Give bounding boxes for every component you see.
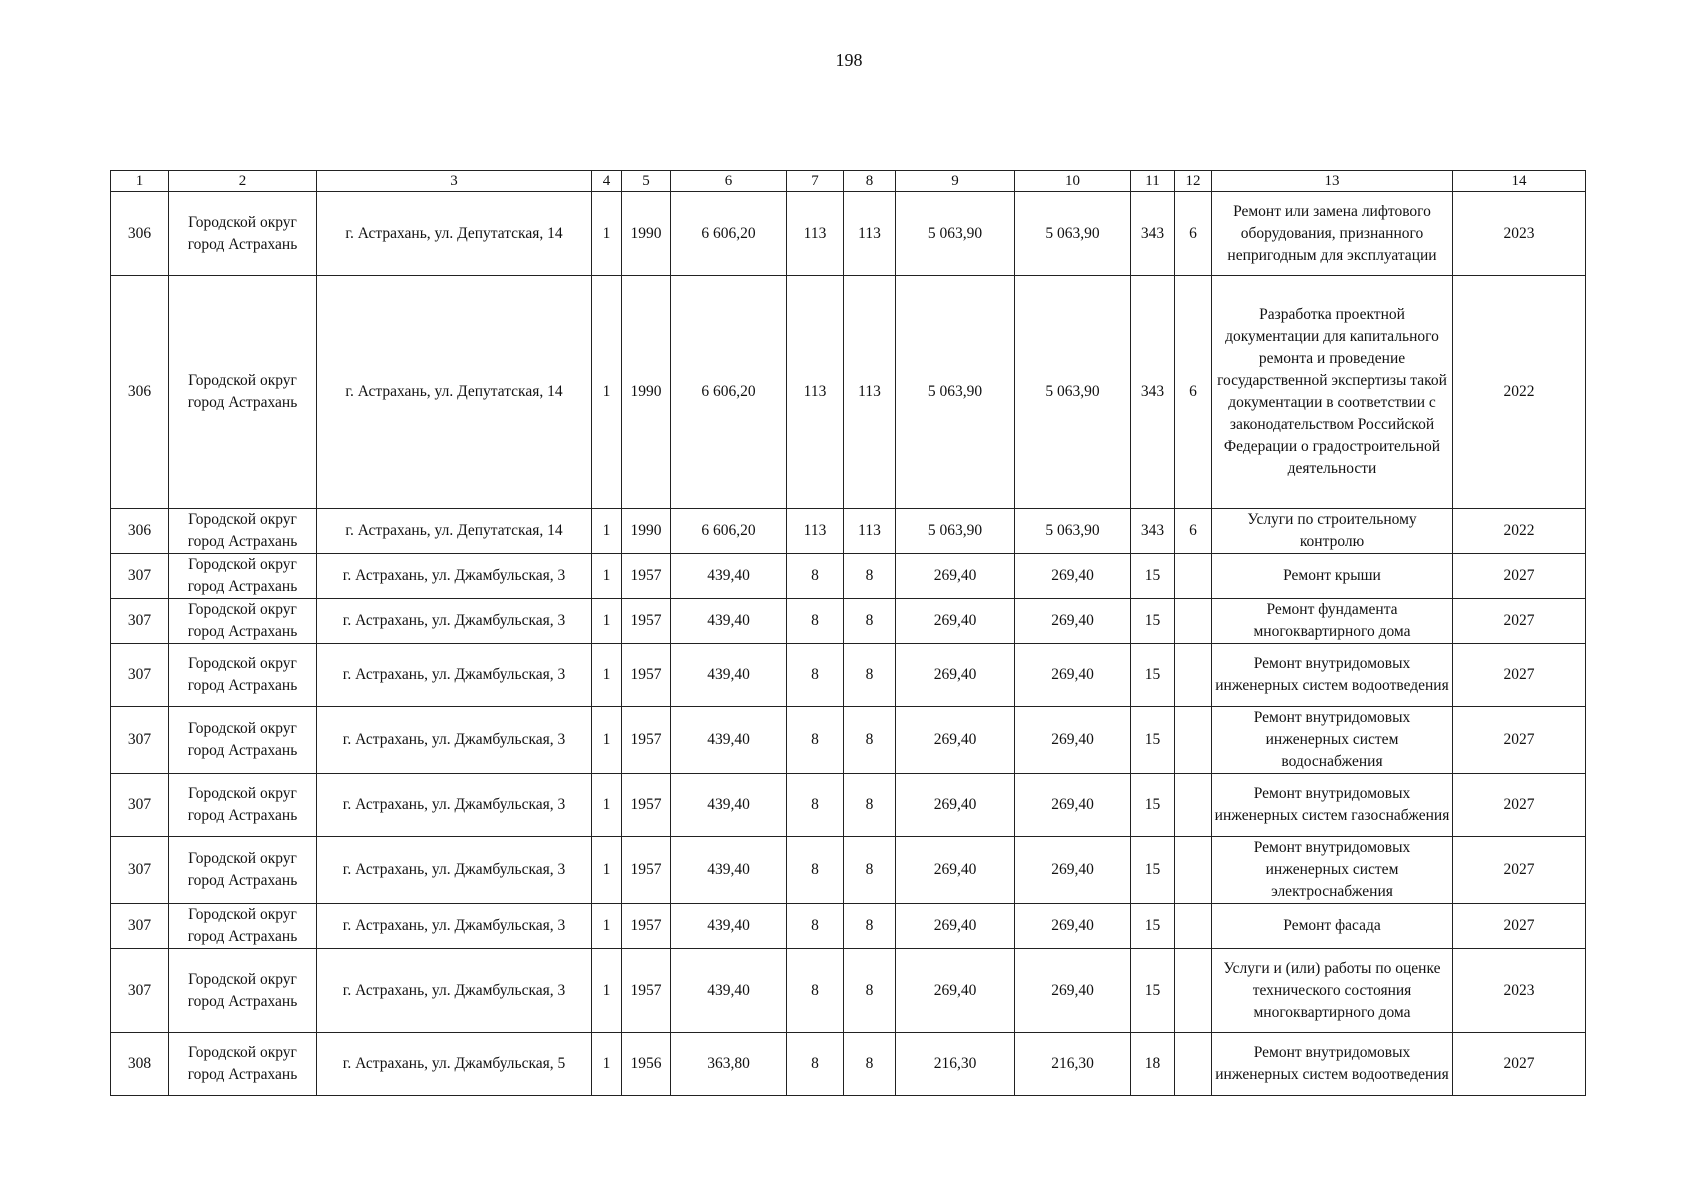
plan-year-cell: 2023 xyxy=(1453,949,1586,1033)
table-row xyxy=(111,904,1586,949)
plan-year-cell: 2027 xyxy=(1453,554,1586,599)
table-row xyxy=(111,554,1586,599)
col6-cell: 6 606,20 xyxy=(671,276,787,509)
table-row xyxy=(111,192,1586,276)
col6-cell: 439,40 xyxy=(671,774,787,837)
col6-cell: 439,40 xyxy=(671,707,787,774)
work-description-cell: Ремонт внутридомовых инженерных систем газоснабжения xyxy=(1212,774,1453,837)
col10-cell: 5 063,90 xyxy=(1015,192,1131,276)
col8-cell: 8 xyxy=(844,837,896,904)
col8-cell: 8 xyxy=(844,707,896,774)
municipality-cell: Городской округ город Астрахань xyxy=(169,904,317,949)
col9-cell: 269,40 xyxy=(896,837,1015,904)
plan-year-cell: 2022 xyxy=(1453,509,1586,554)
col11-cell: 15 xyxy=(1131,554,1175,599)
col8-cell: 8 xyxy=(844,904,896,949)
municipality-cell: Городской округ город Астрахань xyxy=(169,837,317,904)
column-header: 8 xyxy=(844,171,896,192)
col12-cell: 6 xyxy=(1175,192,1212,276)
col7-cell: 113 xyxy=(787,509,844,554)
col6-cell: 6 606,20 xyxy=(671,509,787,554)
work-description-cell: Ремонт внутридомовых инженерных систем водоотведения xyxy=(1212,644,1453,707)
no-cell: 307 xyxy=(111,949,169,1033)
year-cell: 1957 xyxy=(622,554,671,599)
col6-cell: 439,40 xyxy=(671,599,787,644)
col9-cell: 269,40 xyxy=(896,599,1015,644)
col10-cell: 5 063,90 xyxy=(1015,276,1131,509)
col9-cell: 269,40 xyxy=(896,904,1015,949)
table-row xyxy=(111,774,1586,837)
col6-cell: 439,40 xyxy=(671,837,787,904)
col9-cell: 216,30 xyxy=(896,1033,1015,1096)
column-header: 5 xyxy=(622,171,671,192)
col10-cell: 269,40 xyxy=(1015,599,1131,644)
municipality-cell: Городской округ город Астрахань xyxy=(169,192,317,276)
col4-cell: 1 xyxy=(592,1033,622,1096)
col11-cell: 15 xyxy=(1131,837,1175,904)
column-header: 2 xyxy=(169,171,317,192)
col4-cell: 1 xyxy=(592,949,622,1033)
column-header: 9 xyxy=(896,171,1015,192)
year-cell: 1957 xyxy=(622,707,671,774)
col7-cell: 8 xyxy=(787,904,844,949)
municipality-cell: Городской округ город Астрахань xyxy=(169,644,317,707)
col7-cell: 8 xyxy=(787,707,844,774)
col11-cell: 15 xyxy=(1131,774,1175,837)
column-header: 7 xyxy=(787,171,844,192)
work-description-cell: Услуги и (или) работы по оценке технического состояния многоквартирного дома xyxy=(1212,949,1453,1033)
page-number: 198 xyxy=(835,50,863,70)
municipality-cell: Городской округ город Астрахань xyxy=(169,949,317,1033)
col4-cell: 1 xyxy=(592,644,622,707)
municipality-cell: Городской округ город Астрахань xyxy=(169,707,317,774)
col8-cell: 8 xyxy=(844,949,896,1033)
col4-cell: 1 xyxy=(592,554,622,599)
address-cell: г. Астрахань, ул. Депутатская, 14 xyxy=(317,276,592,509)
no-cell: 307 xyxy=(111,707,169,774)
address-cell: г. Астрахань, ул. Джамбульская, 3 xyxy=(317,554,592,599)
col9-cell: 269,40 xyxy=(896,554,1015,599)
year-cell: 1990 xyxy=(622,192,671,276)
work-description-cell: Разработка проектной документации для капитального ремонта и проведение государственной экспертизы такой документации в соответствии с законодательством Российской Федерации о градостроительной деятельности xyxy=(1212,276,1453,509)
col12-cell xyxy=(1175,1033,1212,1096)
col9-cell: 5 063,90 xyxy=(896,276,1015,509)
col8-cell: 8 xyxy=(844,554,896,599)
col9-cell: 269,40 xyxy=(896,707,1015,774)
plan-year-cell: 2027 xyxy=(1453,904,1586,949)
col9-cell: 269,40 xyxy=(896,774,1015,837)
work-description-cell: Ремонт внутридомовых инженерных систем электроснабжения xyxy=(1212,837,1453,904)
plan-year-cell: 2022 xyxy=(1453,276,1586,509)
municipality-cell: Городской округ город Астрахань xyxy=(169,774,317,837)
column-header: 11 xyxy=(1131,171,1175,192)
col10-cell: 269,40 xyxy=(1015,707,1131,774)
col6-cell: 439,40 xyxy=(671,644,787,707)
work-description-cell: Ремонт фасада xyxy=(1212,904,1453,949)
column-header: 12 xyxy=(1175,171,1212,192)
address-cell: г. Астрахань, ул. Джамбульская, 3 xyxy=(317,837,592,904)
plan-year-cell: 2027 xyxy=(1453,599,1586,644)
col6-cell: 363,80 xyxy=(671,1033,787,1096)
col11-cell: 15 xyxy=(1131,644,1175,707)
no-cell: 307 xyxy=(111,774,169,837)
col10-cell: 216,30 xyxy=(1015,1033,1131,1096)
work-description-cell: Ремонт внутридомовых инженерных систем водоснабжения xyxy=(1212,707,1453,774)
address-cell: г. Астрахань, ул. Джамбульская, 3 xyxy=(317,644,592,707)
col4-cell: 1 xyxy=(592,707,622,774)
column-header: 14 xyxy=(1453,171,1586,192)
col11-cell: 343 xyxy=(1131,192,1175,276)
plan-year-cell: 2027 xyxy=(1453,837,1586,904)
municipality-cell: Городской округ город Астрахань xyxy=(169,276,317,509)
col6-cell: 6 606,20 xyxy=(671,192,787,276)
col9-cell: 5 063,90 xyxy=(896,192,1015,276)
col8-cell: 8 xyxy=(844,599,896,644)
address-cell: г. Астрахань, ул. Джамбульская, 3 xyxy=(317,774,592,837)
year-cell: 1956 xyxy=(622,1033,671,1096)
col10-cell: 269,40 xyxy=(1015,774,1131,837)
table-row xyxy=(111,949,1586,1033)
col10-cell: 269,40 xyxy=(1015,554,1131,599)
plan-year-cell: 2027 xyxy=(1453,644,1586,707)
col7-cell: 8 xyxy=(787,644,844,707)
col4-cell: 1 xyxy=(592,276,622,509)
col7-cell: 8 xyxy=(787,599,844,644)
col11-cell: 15 xyxy=(1131,949,1175,1033)
col4-cell: 1 xyxy=(592,837,622,904)
municipality-cell: Городской округ город Астрахань xyxy=(169,1033,317,1096)
year-cell: 1957 xyxy=(622,774,671,837)
col7-cell: 8 xyxy=(787,774,844,837)
address-cell: г. Астрахань, ул. Джамбульская, 3 xyxy=(317,599,592,644)
no-cell: 307 xyxy=(111,599,169,644)
col9-cell: 5 063,90 xyxy=(896,509,1015,554)
col10-cell: 5 063,90 xyxy=(1015,509,1131,554)
header-row xyxy=(111,171,1586,192)
col10-cell: 269,40 xyxy=(1015,644,1131,707)
plan-year-cell: 2027 xyxy=(1453,774,1586,837)
column-header: 6 xyxy=(671,171,787,192)
col8-cell: 8 xyxy=(844,1033,896,1096)
col11-cell: 343 xyxy=(1131,509,1175,554)
col9-cell: 269,40 xyxy=(896,949,1015,1033)
column-header: 4 xyxy=(592,171,622,192)
col4-cell: 1 xyxy=(592,774,622,837)
table-row xyxy=(111,837,1586,904)
col4-cell: 1 xyxy=(592,904,622,949)
table-row xyxy=(111,276,1586,509)
col10-cell: 269,40 xyxy=(1015,837,1131,904)
column-header: 13 xyxy=(1212,171,1453,192)
column-header: 10 xyxy=(1015,171,1131,192)
col9-cell: 269,40 xyxy=(896,644,1015,707)
col12-cell xyxy=(1175,837,1212,904)
year-cell: 1957 xyxy=(622,904,671,949)
no-cell: 306 xyxy=(111,276,169,509)
plan-year-cell: 2027 xyxy=(1453,707,1586,774)
plan-year-cell: 2027 xyxy=(1453,1033,1586,1096)
plan-year-cell: 2023 xyxy=(1453,192,1586,276)
year-cell: 1990 xyxy=(622,509,671,554)
work-description-cell: Ремонт крыши xyxy=(1212,554,1453,599)
work-description-cell: Ремонт фундамента многоквартирного дома xyxy=(1212,599,1453,644)
work-description-cell: Услуги по строительному контролю xyxy=(1212,509,1453,554)
column-header: 3 xyxy=(317,171,592,192)
col12-cell xyxy=(1175,774,1212,837)
table-body xyxy=(111,192,1586,1096)
year-cell: 1957 xyxy=(622,949,671,1033)
col7-cell: 113 xyxy=(787,276,844,509)
col12-cell: 6 xyxy=(1175,509,1212,554)
municipality-cell: Городской округ город Астрахань xyxy=(169,599,317,644)
column-header: 1 xyxy=(111,171,169,192)
col8-cell: 113 xyxy=(844,509,896,554)
no-cell: 308 xyxy=(111,1033,169,1096)
col11-cell: 15 xyxy=(1131,904,1175,949)
col11-cell: 15 xyxy=(1131,707,1175,774)
col6-cell: 439,40 xyxy=(671,949,787,1033)
address-cell: г. Астрахань, ул. Джамбульская, 5 xyxy=(317,1033,592,1096)
no-cell: 306 xyxy=(111,192,169,276)
col12-cell xyxy=(1175,554,1212,599)
municipality-cell: Городской округ город Астрахань xyxy=(169,554,317,599)
col8-cell: 8 xyxy=(844,644,896,707)
address-cell: г. Астрахань, ул. Джамбульская, 3 xyxy=(317,707,592,774)
col8-cell: 113 xyxy=(844,192,896,276)
work-description-cell: Ремонт внутридомовых инженерных систем водоотведения xyxy=(1212,1033,1453,1096)
col4-cell: 1 xyxy=(592,599,622,644)
col12-cell xyxy=(1175,949,1212,1033)
col12-cell xyxy=(1175,644,1212,707)
col10-cell: 269,40 xyxy=(1015,904,1131,949)
col11-cell: 18 xyxy=(1131,1033,1175,1096)
no-cell: 307 xyxy=(111,904,169,949)
col12-cell xyxy=(1175,707,1212,774)
register-table xyxy=(110,170,1586,1096)
address-cell: г. Астрахань, ул. Джамбульская, 3 xyxy=(317,949,592,1033)
col4-cell: 1 xyxy=(592,509,622,554)
no-cell: 307 xyxy=(111,644,169,707)
address-cell: г. Астрахань, ул. Депутатская, 14 xyxy=(317,509,592,554)
col6-cell: 439,40 xyxy=(671,904,787,949)
municipality-cell: Городской округ город Астрахань xyxy=(169,509,317,554)
table-row xyxy=(111,509,1586,554)
col12-cell: 6 xyxy=(1175,276,1212,509)
col11-cell: 15 xyxy=(1131,599,1175,644)
col12-cell xyxy=(1175,904,1212,949)
col8-cell: 113 xyxy=(844,276,896,509)
no-cell: 307 xyxy=(111,837,169,904)
col10-cell: 269,40 xyxy=(1015,949,1131,1033)
no-cell: 306 xyxy=(111,509,169,554)
address-cell: г. Астрахань, ул. Джамбульская, 3 xyxy=(317,904,592,949)
col6-cell: 439,40 xyxy=(671,554,787,599)
year-cell: 1957 xyxy=(622,644,671,707)
col8-cell: 8 xyxy=(844,774,896,837)
table-row xyxy=(111,707,1586,774)
table-row xyxy=(111,599,1586,644)
no-cell: 307 xyxy=(111,554,169,599)
year-cell: 1990 xyxy=(622,276,671,509)
col4-cell: 1 xyxy=(592,192,622,276)
year-cell: 1957 xyxy=(622,599,671,644)
col7-cell: 8 xyxy=(787,554,844,599)
col11-cell: 343 xyxy=(1131,276,1175,509)
col7-cell: 8 xyxy=(787,837,844,904)
col7-cell: 8 xyxy=(787,949,844,1033)
table-row xyxy=(111,644,1586,707)
year-cell: 1957 xyxy=(622,837,671,904)
work-description-cell: Ремонт или замена лифтового оборудования, признанного непригодным для эксплуатации xyxy=(1212,192,1453,276)
address-cell: г. Астрахань, ул. Депутатская, 14 xyxy=(317,192,592,276)
table-row xyxy=(111,1033,1586,1096)
col7-cell: 113 xyxy=(787,192,844,276)
col7-cell: 8 xyxy=(787,1033,844,1096)
col12-cell xyxy=(1175,599,1212,644)
